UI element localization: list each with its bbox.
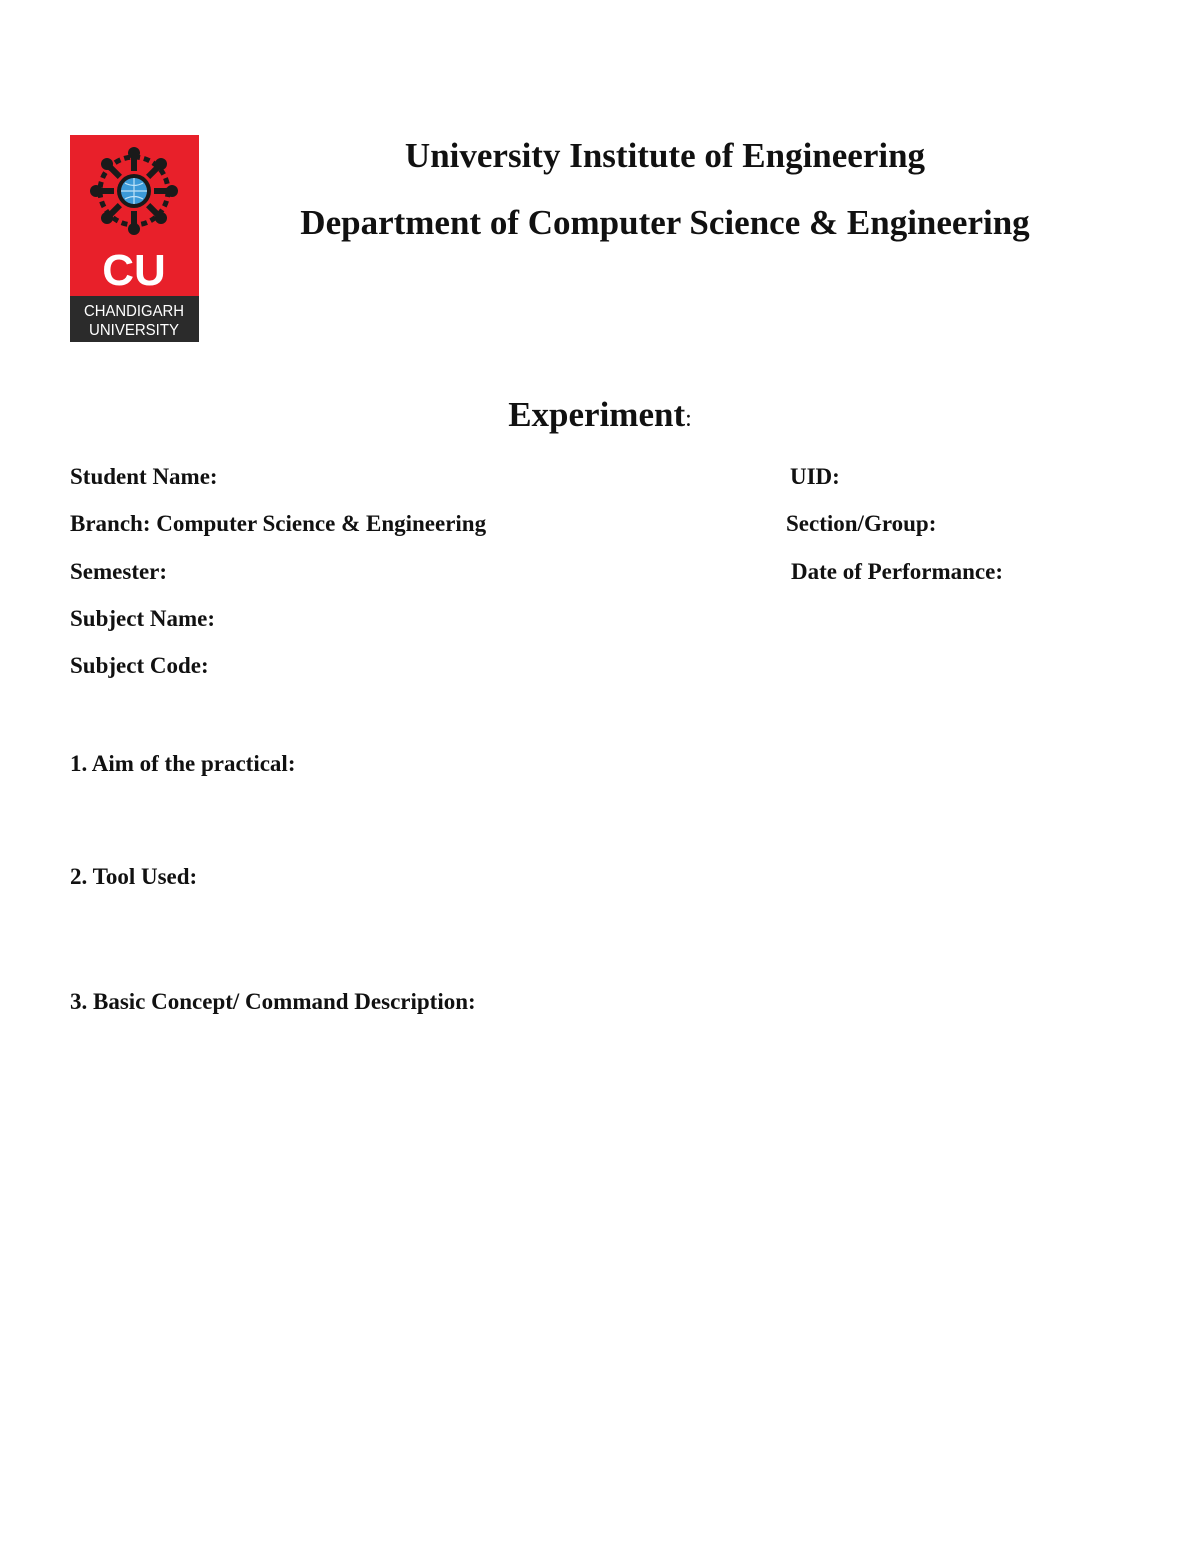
logo-emblem-icon — [90, 147, 178, 235]
experiment-colon: : — [685, 406, 692, 432]
subject-name-label: Subject Name: — [70, 606, 215, 631]
date-of-performance-label: Date of Performance: — [791, 559, 1003, 584]
section-group-label: Section/Group: — [786, 511, 937, 536]
experiment-heading — [0, 395, 1200, 435]
semester-label: Semester: — [70, 559, 168, 584]
aim-heading: 1. Aim of the practical: — [70, 751, 296, 776]
logo-university-text: UNIVERSITY — [89, 322, 180, 339]
logo-cu-text: CU — [102, 246, 166, 295]
tool-used-heading: 2. Tool Used: — [70, 864, 198, 889]
department-title: Department of Computer Science & Engineering — [300, 203, 1030, 242]
logo-chandigarh-text: CHANDIGARH — [84, 303, 184, 320]
uid-label: UID: — [790, 464, 840, 489]
chandigarh-university-logo — [70, 135, 199, 342]
branch-label: Branch: Computer Science & Engineering — [70, 511, 487, 536]
experiment-title: Experiment — [508, 395, 686, 434]
student-name-label: Student Name: — [70, 464, 218, 489]
institute-title: University Institute of Engineering — [404, 136, 926, 175]
basic-concept-heading: 3. Basic Concept/ Command Description: — [70, 989, 476, 1014]
subject-code-label: Subject Code: — [70, 653, 209, 678]
